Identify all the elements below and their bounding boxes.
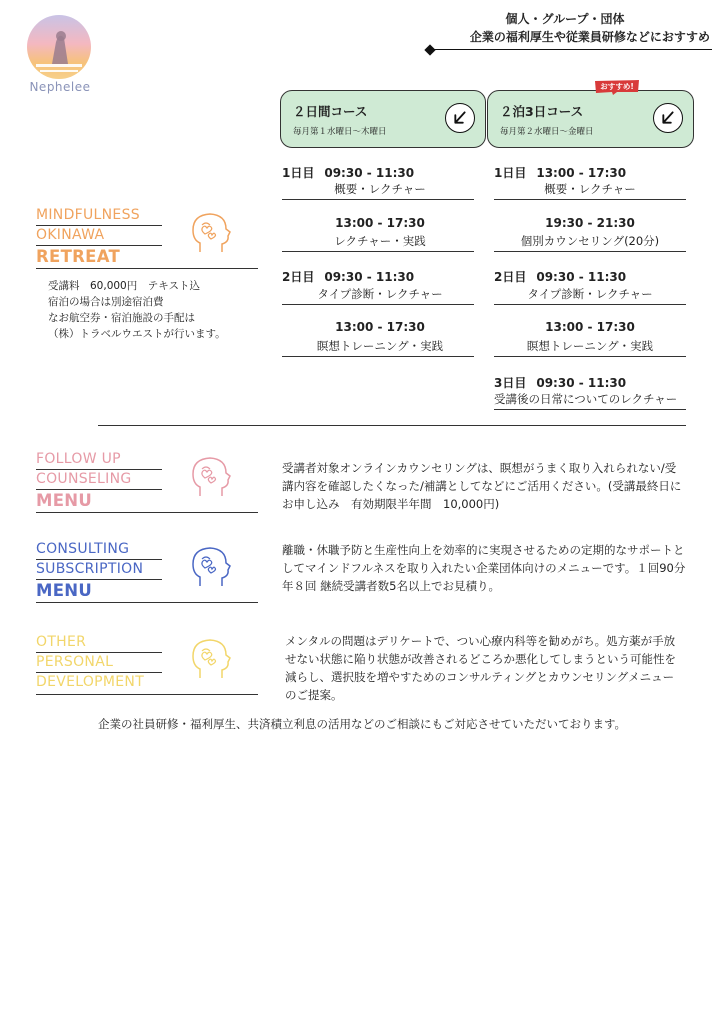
followup-text: 受講者対象オンラインカウンセリングは、瞑想がうまく取り入れられない/受講内容を確認したくなった/補講としてなどにご活用ください。(受講最終日にお申し込み 有効期限半年間 10,000円) bbox=[282, 461, 682, 511]
brand-logo bbox=[26, 14, 92, 80]
session-time: 13:00 - 17:30 bbox=[335, 216, 425, 230]
divider bbox=[36, 652, 162, 653]
session-time: 13:00 - 17:30 bbox=[545, 320, 635, 334]
course-subtitle: 毎月第１水曜日〜木曜日 bbox=[293, 127, 387, 137]
day-label: 2日目 bbox=[494, 270, 527, 284]
session-desc: 個別カウンセリング(20分) bbox=[520, 234, 660, 248]
header-line-1: 個人・グループ・団体 bbox=[505, 12, 625, 26]
divider bbox=[36, 559, 162, 560]
retreat-info-4: （株）トラベルウエストが行います。 bbox=[48, 328, 226, 340]
session-time: 09:30 - 11:30 bbox=[536, 376, 627, 390]
divider bbox=[36, 672, 162, 673]
day-label: 1日目 bbox=[282, 166, 315, 180]
header-line-2: 企業の福利厚生や従業員研修などにおすすめ bbox=[469, 30, 710, 44]
arrow-down-left-icon[interactable] bbox=[445, 103, 475, 133]
retreat-info-2: 宿泊の場合は別途宿泊費 bbox=[48, 296, 164, 308]
divider bbox=[282, 199, 474, 200]
session-desc: 瞑想トレーニング・実践 bbox=[526, 339, 654, 353]
session-time: 09:30 - 11:30 bbox=[536, 270, 627, 284]
other-text: メンタルの問題はデリケートで、つい心療内科等を勧めがち。処方薬が手放せない状態に陥り状態が改善されるどころか悪化してしまうという可能性を減らし、選択肢を増やすためのコンサルティングとカウンセリングメニューのご提案。 bbox=[285, 634, 676, 702]
retreat-info-3: なお航空券・宿泊施設の手配は bbox=[48, 312, 195, 324]
consulting-word-2: SUBSCRIPTION bbox=[36, 561, 144, 577]
session-desc: タイプ診断・レクチャー bbox=[527, 287, 653, 301]
session-desc: タイプ診断・レクチャー bbox=[317, 287, 443, 301]
divider bbox=[494, 304, 686, 305]
badge-text: おすすめ! bbox=[600, 82, 634, 91]
session-desc: 概要・レクチャー bbox=[544, 182, 636, 196]
mind-heart-icon bbox=[188, 454, 232, 500]
session-desc: 受講後の日常についてのレクチャー bbox=[494, 392, 678, 406]
mind-heart-icon bbox=[188, 636, 232, 682]
retreat-info-1: 受講料 60,000円 テキスト込 bbox=[48, 280, 201, 292]
diamond-icon bbox=[424, 44, 435, 55]
other-word-1: OTHER bbox=[36, 634, 87, 650]
day-label: 3日目 bbox=[494, 376, 527, 390]
divider bbox=[36, 245, 162, 246]
session-time: 19:30 - 21:30 bbox=[545, 216, 635, 230]
session-time: 13:00 - 17:30 bbox=[536, 166, 627, 180]
followup-word-1: FOLLOW UP bbox=[36, 451, 121, 467]
divider bbox=[494, 356, 686, 357]
divider bbox=[282, 356, 474, 357]
retreat-word-1: MINDFULNESS bbox=[36, 207, 140, 223]
consulting-word-1: CONSULTING bbox=[36, 541, 130, 557]
divider bbox=[36, 694, 258, 695]
course-title: ２日間コース bbox=[293, 104, 368, 119]
divider bbox=[282, 251, 474, 252]
divider bbox=[36, 489, 162, 490]
consulting-text: 離職・休職予防と生産性向上を効率的に実現させるための定期的なサポートとしてマインドフルネスを取り入れたい企業団体向けのメニューです。１回90分年８回 継続受講者数5名以上でお見積り。 bbox=[282, 543, 686, 593]
divider bbox=[36, 579, 162, 580]
mind-heart-icon bbox=[188, 210, 232, 256]
course-title: ２泊3日コース bbox=[500, 104, 584, 119]
divider bbox=[36, 225, 162, 226]
schedule-left-day2 bbox=[282, 268, 414, 285]
followup-word-2: COUNSELING bbox=[36, 471, 132, 487]
divider bbox=[36, 512, 258, 513]
divider bbox=[36, 602, 258, 603]
course-subtitle: 毎月第２水曜日〜金曜日 bbox=[500, 127, 594, 137]
session-desc: 瞑想トレーニング・実践 bbox=[316, 339, 444, 353]
course-2day-header[interactable] bbox=[280, 90, 486, 148]
course-3day-header[interactable] bbox=[487, 90, 694, 148]
schedule-right-day1 bbox=[494, 164, 626, 181]
consulting-word-3: MENU bbox=[36, 581, 93, 600]
mind-heart-icon bbox=[188, 544, 232, 590]
session-time: 13:00 - 17:30 bbox=[335, 320, 425, 334]
divider bbox=[36, 469, 162, 470]
arrow-down-left-icon[interactable] bbox=[653, 103, 683, 133]
footer-note: 企業の社員研修・福利厚生、共済積立利息の活用などのご相談にもご対応させていただいております。 bbox=[97, 717, 627, 731]
session-desc: レクチャー・実践 bbox=[334, 234, 426, 248]
divider bbox=[282, 304, 474, 305]
section-divider bbox=[98, 425, 686, 426]
retreat-word-2: OKINAWA bbox=[36, 227, 105, 243]
schedule-left-day1 bbox=[282, 164, 414, 181]
retreat-word-3: RETREAT bbox=[36, 247, 121, 266]
divider bbox=[494, 251, 686, 252]
session-time: 09:30 - 11:30 bbox=[324, 270, 415, 284]
divider bbox=[494, 409, 686, 410]
session-desc: 概要・レクチャー bbox=[334, 182, 426, 196]
followup-word-3: MENU bbox=[36, 491, 93, 510]
schedule-right-day3 bbox=[494, 374, 626, 391]
header-rule bbox=[430, 49, 712, 50]
session-time: 09:30 - 11:30 bbox=[324, 166, 415, 180]
day-label: 2日目 bbox=[282, 270, 315, 284]
other-word-3: DEVELOPMENT bbox=[36, 674, 145, 690]
other-word-2: PERSONAL bbox=[36, 654, 114, 670]
divider bbox=[36, 268, 258, 269]
schedule-right-day2 bbox=[494, 268, 626, 285]
recommended-badge bbox=[593, 79, 641, 95]
brand-name: Nephelee bbox=[29, 80, 91, 94]
day-label: 1日目 bbox=[494, 166, 527, 180]
divider bbox=[494, 199, 686, 200]
